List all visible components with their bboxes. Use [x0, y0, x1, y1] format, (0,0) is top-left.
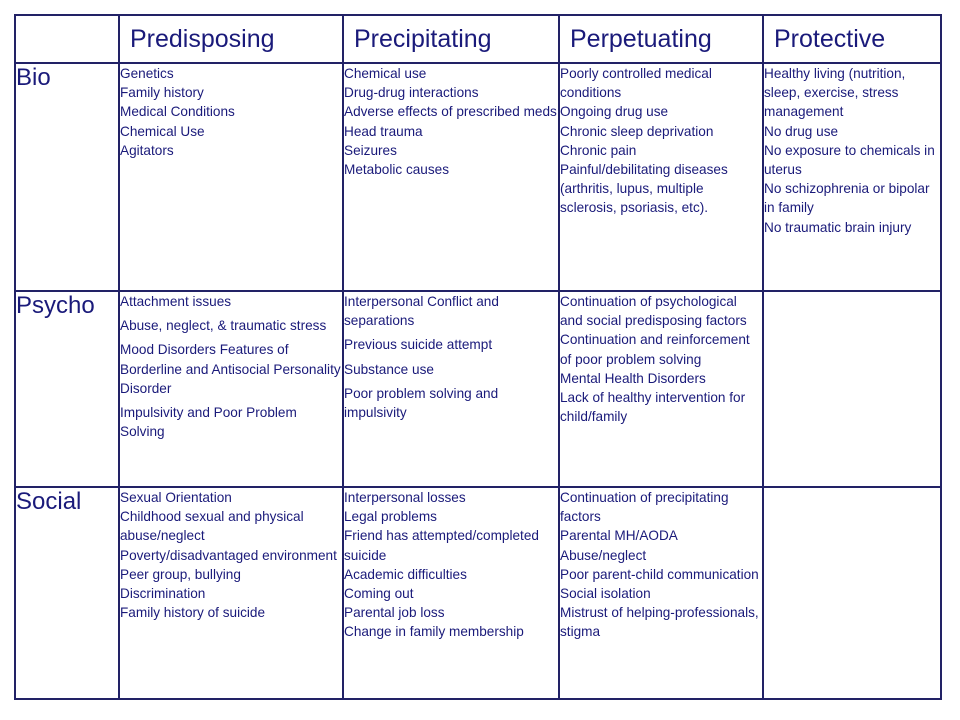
row-header-psycho: Psycho — [15, 291, 119, 487]
cell-line: Change in family membership — [344, 624, 524, 640]
cell-bio-predisposing — [119, 63, 343, 291]
cell-line: Previous suicide attempt — [344, 337, 493, 353]
cell-line: Interpersonal Conflict and separations — [344, 294, 499, 329]
cell-line: Academic difficulties — [344, 566, 467, 582]
cell-line: Mental Health Disorders — [560, 370, 706, 386]
cell-line: Painful/debilitating diseases (arthritis, lupus, multiple sclerosis, psoriasis, etc). — [560, 162, 728, 216]
cell-line: Metabolic causes — [344, 162, 450, 178]
cell-social-protective-empty — [763, 487, 941, 699]
cell-line: Sexual Orientation — [120, 490, 232, 505]
cell-line: Adverse effects of prescribed meds — [344, 104, 557, 120]
cell-line: Mistrust of helping-professionals, stigma — [560, 605, 759, 640]
cell-line: Healthy living (nutrition, sleep, exercise, stress management — [764, 66, 906, 120]
cell-line: No exposure to chemicals in uterus — [764, 142, 935, 178]
row-psycho — [15, 291, 941, 487]
column-header-predisposing: Predisposing — [119, 15, 343, 63]
cell-line: Medical Conditions — [120, 104, 235, 120]
cell-line: Chemical use — [344, 66, 427, 81]
cell-line: Ongoing drug use — [560, 104, 669, 120]
cell-line: Continuation and reinforcement of poor problem solving — [560, 332, 750, 367]
cell-line: Social isolation — [560, 586, 651, 602]
cell-line: Coming out — [344, 586, 414, 602]
cell-line: Chemical Use — [120, 123, 205, 139]
cell-line: Genetics — [120, 66, 174, 81]
cell-bio-precipitating — [343, 63, 559, 291]
cell-line: Poor problem solving and impulsivity — [344, 385, 499, 421]
cell-line: Interpersonal losses — [344, 490, 466, 505]
cell-line: No traumatic brain injury — [764, 219, 912, 235]
cell-line: Drug-drug interactions — [344, 85, 479, 101]
cell-line: Substance use — [344, 361, 434, 377]
cell-line: Discrimination — [120, 586, 206, 602]
cell-line: Poor parent-child communication — [560, 566, 759, 582]
cell-psycho-predisposing — [119, 291, 343, 487]
risk-factors-table — [14, 14, 942, 700]
cell-line: Chronic pain — [560, 142, 637, 158]
column-header-perpetuating: Perpetuating — [559, 15, 763, 63]
cell-bio-perpetuating — [559, 63, 763, 291]
cell-line: Impulsivity and Poor Problem Solving — [120, 405, 297, 440]
cell-line: Attachment issues — [120, 294, 232, 309]
corner-header-cell — [15, 15, 119, 63]
cell-line: Continuation of psychological and social predisposing factors — [560, 294, 747, 329]
cell-line: Continuation of precipitating factors — [560, 490, 729, 525]
cell-bio-protective — [763, 63, 941, 291]
cell-line: Agitators — [120, 142, 174, 158]
cell-line: Abuse, neglect, & traumatic stress — [120, 318, 327, 334]
cell-line: Childhood sexual and physical abuse/neglect — [120, 509, 304, 544]
cell-line: Poverty/disadvantaged environment — [120, 547, 337, 563]
cell-line: Head trauma — [344, 123, 423, 139]
cell-line: Mood Disorders Features of Borderline and Antisocial Personality Disorder — [120, 342, 341, 396]
cell-psycho-perpetuating — [559, 291, 763, 487]
cell-line: Parental job loss — [344, 605, 445, 621]
cell-social-predisposing — [119, 487, 343, 699]
cell-line: Legal problems — [344, 509, 437, 525]
header-row — [15, 15, 941, 63]
row-social — [15, 487, 941, 699]
row-bio — [15, 63, 941, 291]
cell-line: Peer group, bullying — [120, 566, 241, 582]
cell-line: Family history of suicide — [120, 605, 266, 621]
cell-social-perpetuating — [559, 487, 763, 699]
cell-line: Seizures — [344, 142, 397, 158]
cell-line: Parental MH/AODA — [560, 528, 678, 544]
cell-line: Abuse/neglect — [560, 547, 647, 563]
cell-social-precipitating — [343, 487, 559, 699]
cell-line: Family history — [120, 85, 204, 101]
cell-line: Poorly controlled medical conditions — [560, 66, 712, 101]
cell-line: Chronic sleep deprivation — [560, 123, 714, 139]
cell-line: No drug use — [764, 123, 839, 139]
cell-line: No schizophrenia or bipolar in family — [764, 181, 930, 216]
row-header-social: Social — [15, 487, 119, 699]
cell-psycho-precipitating — [343, 291, 559, 487]
row-header-bio: Bio — [15, 63, 119, 291]
cell-psycho-protective-empty — [763, 291, 941, 487]
cell-line: Friend has attempted/completed suicide — [344, 528, 539, 563]
cell-line: Lack of healthy intervention for child/family — [560, 390, 746, 425]
column-header-precipitating: Precipitating — [343, 15, 559, 63]
column-header-protective: Protective — [763, 15, 941, 63]
